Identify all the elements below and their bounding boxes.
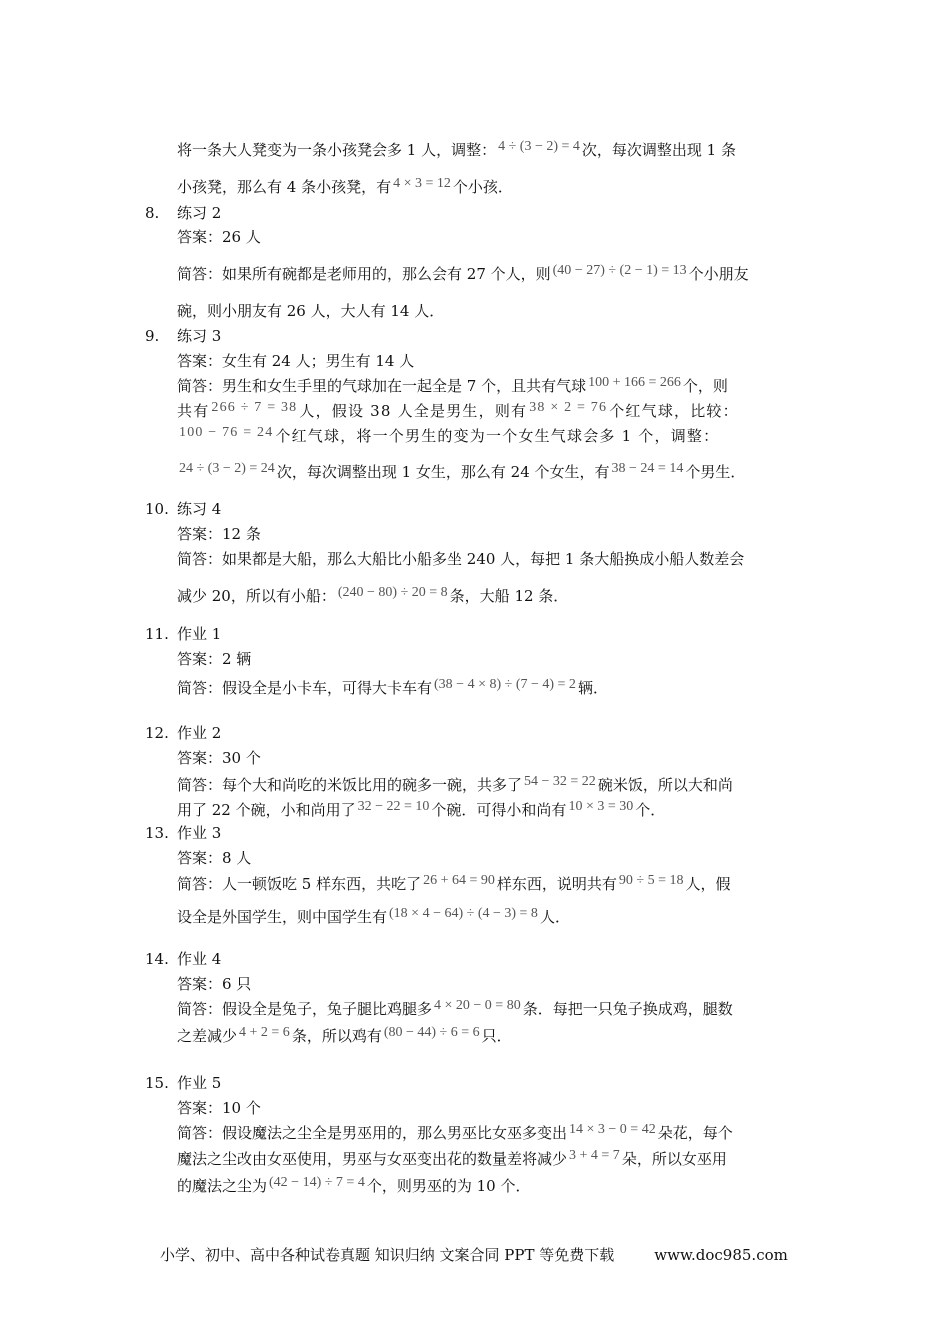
text: 条，所以鸡有 — [291, 1027, 382, 1045]
text: 将一条大人凳变为一条小孩凳会多 1 人，调整： — [177, 141, 497, 159]
formula: (38 − 4 × 8) ÷ (7 − 4) = 2 — [434, 677, 576, 692]
footer-text: 小学、初中、高中各种试卷真题 知识归纳 文案合同 PPT 等免费下载 — [160, 1246, 615, 1264]
formula: 38 × 2 = 76 — [529, 400, 608, 415]
page-footer — [160, 1244, 788, 1266]
text: 魔法之尘改由女巫使用，男巫与女巫变出花的数量差将减少 — [177, 1150, 568, 1168]
brief-line — [177, 799, 665, 821]
item-number: 11. — [145, 625, 169, 643]
text: 个红气球，将一个男生的变为一个女生气球会多 1 个，调整： — [275, 427, 720, 445]
text: 朵花，每个 — [657, 1124, 733, 1142]
formula: 3 + 4 = 7 — [569, 1148, 620, 1163]
formula: 38 − 24 = 14 — [611, 461, 684, 476]
item-number: 12. — [145, 724, 169, 742]
text: 个小朋友 — [688, 265, 749, 283]
text: 人，假 — [685, 875, 731, 893]
formula: 266 ÷ 7 = 38 — [211, 400, 298, 415]
item-title: 练习 4 — [177, 500, 222, 518]
brief-line — [177, 873, 731, 895]
brief-line — [177, 300, 444, 322]
text: 简答：如果都是大船，那么大船比小船多坐 240 人，每把 1 条大船换成小船人数差会 — [177, 550, 745, 568]
text: 的魔法之尘为 — [177, 1177, 268, 1195]
item-title: 作业 5 — [177, 1074, 222, 1092]
text: 个男生． — [685, 463, 746, 481]
text: 人． — [539, 908, 570, 926]
text: 简答：假设全是小卡车，可得大卡车有 — [177, 679, 433, 697]
text: 碗米饭，所以大和尚 — [597, 776, 733, 794]
formula: 26 + 64 = 90 — [423, 873, 495, 888]
formula: 32 − 22 = 10 — [357, 799, 430, 814]
brief-line — [177, 263, 749, 285]
text: 简答：人一顿饭吃 5 样东西，共吃了 — [177, 875, 422, 893]
item-answer: 答案：12 条 — [177, 525, 261, 543]
item-title: 作业 4 — [177, 950, 222, 968]
brief-line — [177, 425, 719, 447]
item-title: 练习 3 — [177, 327, 222, 345]
item-title: 作业 2 — [177, 724, 222, 742]
item-number: 10. — [145, 500, 169, 518]
formula: (18 × 4 − 64) ÷ (4 − 3) = 8 — [389, 906, 538, 921]
item-answer: 答案：30 个 — [177, 749, 261, 767]
formula: 54 − 32 = 22 — [524, 774, 596, 789]
text: 简答：假设魔法之尘全是男巫用的，那么男巫比女巫多变出 — [177, 1124, 568, 1142]
text: 条，大船 12 条． — [449, 587, 569, 605]
text: 个，则男巫的为 10 个． — [366, 1177, 531, 1195]
text: 减少 20，所以有小船： — [177, 587, 336, 605]
brief-line — [177, 1122, 733, 1144]
item-answer: 答案：2 辆 — [177, 650, 252, 668]
item-number: 8. — [145, 204, 160, 222]
brief-line — [177, 585, 568, 607]
brief-line — [177, 774, 733, 796]
intro-line-1 — [177, 139, 736, 161]
text: 个，则 — [682, 377, 728, 395]
text: 样东西，说明共有 — [496, 875, 617, 893]
formula: 4 ÷ (3 − 2) = 4 — [498, 139, 580, 154]
intro-line-2 — [177, 176, 513, 198]
text: 共有 — [177, 402, 210, 420]
text: 小孩凳，那么有 4 条小孩凳，有 — [177, 178, 392, 196]
item-answer: 答案：10 个 — [177, 1099, 261, 1117]
text: 设全是外国学生，则中国学生有 — [177, 908, 388, 926]
text: 个． — [635, 801, 666, 819]
text: 简答：每个大和尚吃的米饭比用的碗多一碗，共多了 — [177, 776, 523, 794]
formula: (80 − 44) ÷ 6 = 6 — [383, 1025, 480, 1040]
item-answer: 答案：女生有 24 人；男生有 14 人 — [177, 352, 415, 370]
brief-line — [177, 1175, 530, 1197]
formula: 14 × 3 − 0 = 42 — [569, 1122, 656, 1137]
brief-line — [177, 1148, 727, 1170]
brief-line — [177, 1025, 512, 1047]
text: 个碗．可得小和尚有 — [431, 801, 567, 819]
formula: 4 + 2 = 6 — [239, 1025, 290, 1040]
footer-link[interactable]: www.doc985.com — [654, 1246, 788, 1264]
text: 朵，所以女巫用 — [621, 1150, 727, 1168]
brief-line — [177, 375, 728, 397]
text: 次，每次调整出现 1 条 — [581, 141, 736, 159]
brief-line — [177, 677, 608, 699]
formula: 4 × 3 = 12 — [393, 176, 451, 191]
brief-line — [177, 998, 733, 1020]
text: 只． — [481, 1027, 512, 1045]
formula: 24 ÷ (3 − 2) = 24 — [179, 461, 275, 476]
formula: 100 − 76 = 24 — [179, 425, 274, 440]
item-answer: 答案：6 只 — [177, 975, 252, 993]
item-number: 15. — [145, 1074, 169, 1092]
item-answer: 答案：26 人 — [177, 228, 261, 246]
text: 个红气球，比较： — [609, 402, 739, 420]
item-number: 13. — [145, 824, 169, 842]
text: 个小孩． — [452, 178, 513, 196]
brief-line — [177, 461, 745, 483]
brief-line — [177, 548, 744, 570]
text: 人，假设 38 人全是男生，则有 — [299, 402, 528, 420]
formula: 10 × 3 = 30 — [568, 799, 634, 814]
text: 简答：男生和女生手里的气球加在一起全是 7 个，且共有气球 — [177, 377, 587, 395]
text: 次，每次调整出现 1 女生，那么有 24 个女生，有 — [276, 463, 610, 481]
formula: 4 × 20 − 0 = 80 — [434, 998, 521, 1013]
text: 之差减少 — [177, 1027, 238, 1045]
text: 条．每把一只兔子换成鸡，腿数 — [522, 1000, 733, 1018]
item-title: 练习 2 — [177, 204, 222, 222]
text: 碗，则小朋友有 26 人，大人有 14 人． — [177, 302, 445, 320]
text: 简答：假设全是兔子，兔子腿比鸡腿多 — [177, 1000, 433, 1018]
formula: (240 − 80) ÷ 20 = 8 — [337, 585, 448, 600]
formula: 100 + 166 = 266 — [588, 375, 681, 390]
item-answer: 答案：8 人 — [177, 849, 252, 867]
formula: (40 − 27) ÷ (2 − 1) = 13 — [552, 263, 687, 278]
text: 辆． — [577, 679, 608, 697]
formula: 90 ÷ 5 = 18 — [618, 873, 684, 888]
item-number: 14. — [145, 950, 169, 968]
formula: (42 − 14) ÷ 7 = 4 — [269, 1175, 365, 1190]
item-title: 作业 1 — [177, 625, 222, 643]
text: 用了 22 个碗，小和尚用了 — [177, 801, 356, 819]
item-number: 9. — [145, 327, 160, 345]
text: 简答：如果所有碗都是老师用的，那么会有 27 个人，则 — [177, 265, 551, 283]
brief-line — [177, 400, 739, 422]
item-title: 作业 3 — [177, 824, 222, 842]
brief-line — [177, 906, 570, 928]
